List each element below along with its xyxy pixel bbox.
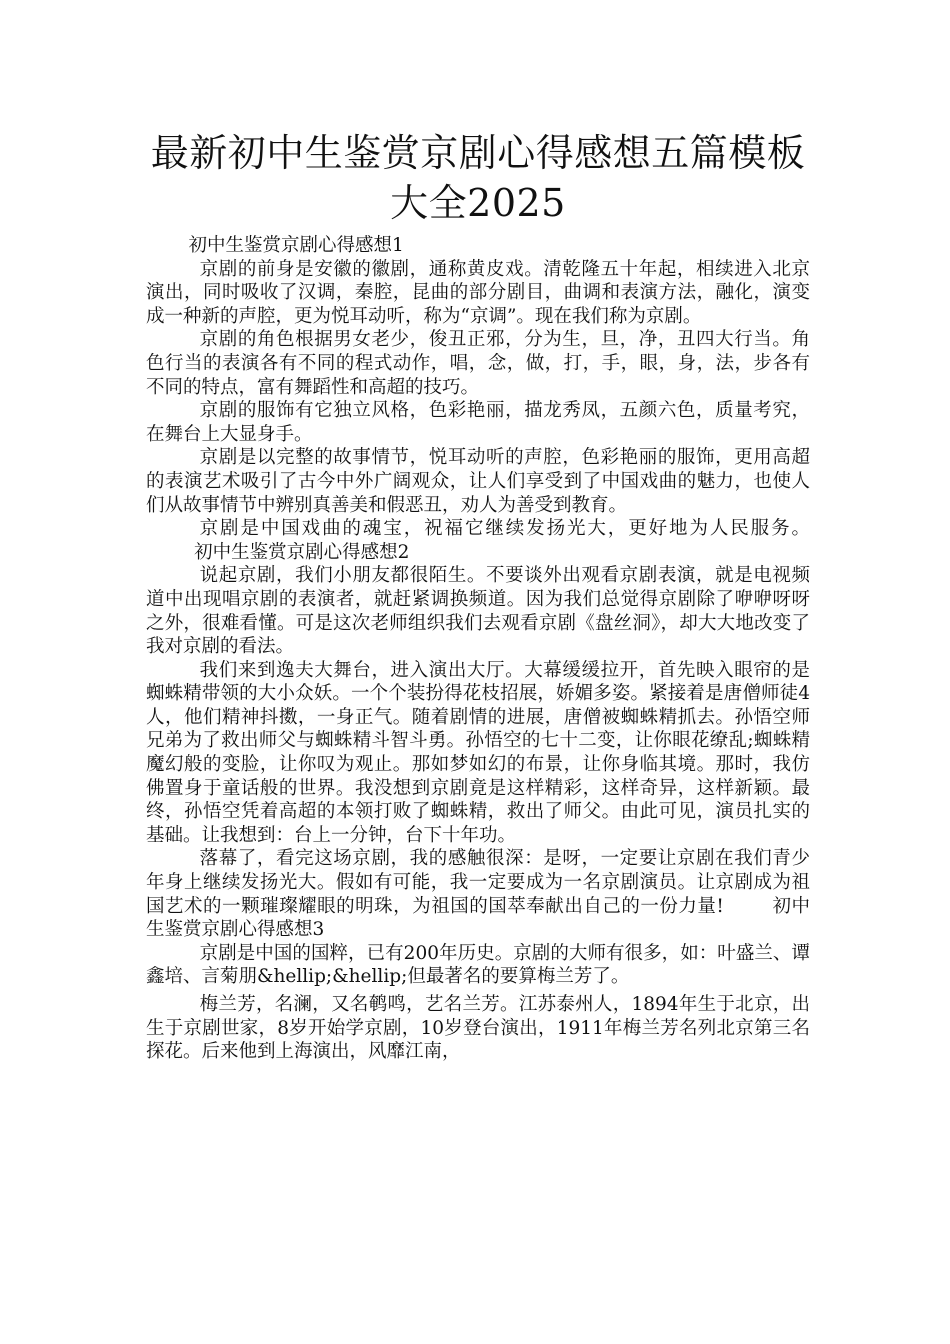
paragraph: 京剧是以完整的故事情节，悦耳动听的声腔，色彩艳丽的服饰，更用高超的表演艺术吸引了古今中外广阔观众，让人们享受到了中国戏曲的魅力，也使人们从故事情节中辨别真善美和假恶丑，劝人为善受到教育。 (146, 447, 810, 516)
paragraph-text: 京剧是中国戏曲的魂宝，祝福它继续发扬光大，更好地为人民服务。 (199, 518, 810, 540)
paragraph: 我们来到逸夫大舞台，进入演出大厅。大幕缓缓拉开，首先映入眼帘的是蜘蛛精带领的大小众妖。一个个装扮得花枝招展，娇媚多姿。紧接着是唐僧师徒4人，他们精神抖擞，一身正气。随着剧情的进展，唐僧被蜘蛛精抓去。孙悟空师兄弟为了救出师父与蜘蛛精斗智斗勇。孙悟空的七十二变，让你眼花缭乱;蜘蛛精魔幻般的变脸，让你叹为观止。那如梦如幻的布景，让你身临其境。那时，我仿佛置身于童话般的世界。我没想到京剧竟是这样精彩，这样奇异，这样新颖。最终，孙悟空凭着高超的本领打败了蜘蛛精，救出了师父。由此可见，演员扎实的基础。让我想到：台上一分钟，台下十年功。 (146, 659, 810, 846)
section-heading-3: 初中生鉴赏京剧心得感想3 (146, 895, 810, 941)
section-heading-1: 初中生鉴赏京剧心得感想1 (188, 235, 404, 256)
paragraph-with-heading (146, 847, 810, 941)
paragraph-text: 落幕了，看完这场京剧，我的感触很深：是呀，一定要让京剧在我们青少年身上继续发扬光大。假如有可能，我一定要成为一名京剧演员。让京剧成为祖国艺术的一颗璀璨耀眼的明珠，为祖国的国萃奉献出自己的一份力量! (146, 848, 810, 917)
document-title: 最新初中生鉴赏京剧心得感想五篇模板大全2025 (150, 131, 806, 225)
section-heading-2: 初中生鉴赏京剧心得感想2 (194, 541, 410, 563)
document-page (146, 128, 810, 1064)
paragraph: 京剧是中国的国粹，已有200年历史。京剧的大师有很多，如：叶盛兰、谭鑫培、言菊朋&hellip;&hellip;但最著名的要算梅兰芳了。 (146, 942, 810, 988)
paragraph-with-heading (146, 517, 810, 564)
document-body (146, 234, 810, 1064)
paragraph: 京剧的角色根据男女老少，俊丑正邪，分为生，旦，净，丑四大行当。角色行当的表演各有不同的程式动作，唱，念，做，打，手，眼，身，法，步各有不同的特点，富有舞蹈性和高超的技巧。 (146, 329, 810, 398)
paragraph: 京剧的服饰有它独立风格，色彩艳丽，描龙秀凤，五颜六色，质量考究，在舞台上大显身手。 (146, 400, 810, 445)
paragraph: 说起京剧，我们小朋友都很陌生。不要谈外出观看京剧表演，就是电视频道中出现唱京剧的表演者，就赶紧调换频道。因为我们总觉得京剧除了咿咿呀呀之外，很难看懂。可是这次老师组织我们去观看京剧《盘丝洞》，却大大地改变了我对京剧的看法。 (146, 565, 810, 658)
paragraph: 京剧的前身是安徽的徽剧，通称黄皮戏。清乾隆五十年起，相续进入北京演出，同时吸收了汉调，秦腔，昆曲的部分剧目，曲调和表演方法，融化，演变成一种新的声腔，更为悦耳动听，称为“京调”。现在我们称为京剧。 (146, 258, 810, 327)
paragraph: 梅兰芳，名澜，又名鹌鸣，艺名兰芳。江苏泰州人，1894年生于北京，出生于京剧世家，8岁开始学京剧，10岁登台演出，1911年梅兰芳名列北京第三名探花。后来他到上海演出，风靡江南， (146, 994, 810, 1063)
